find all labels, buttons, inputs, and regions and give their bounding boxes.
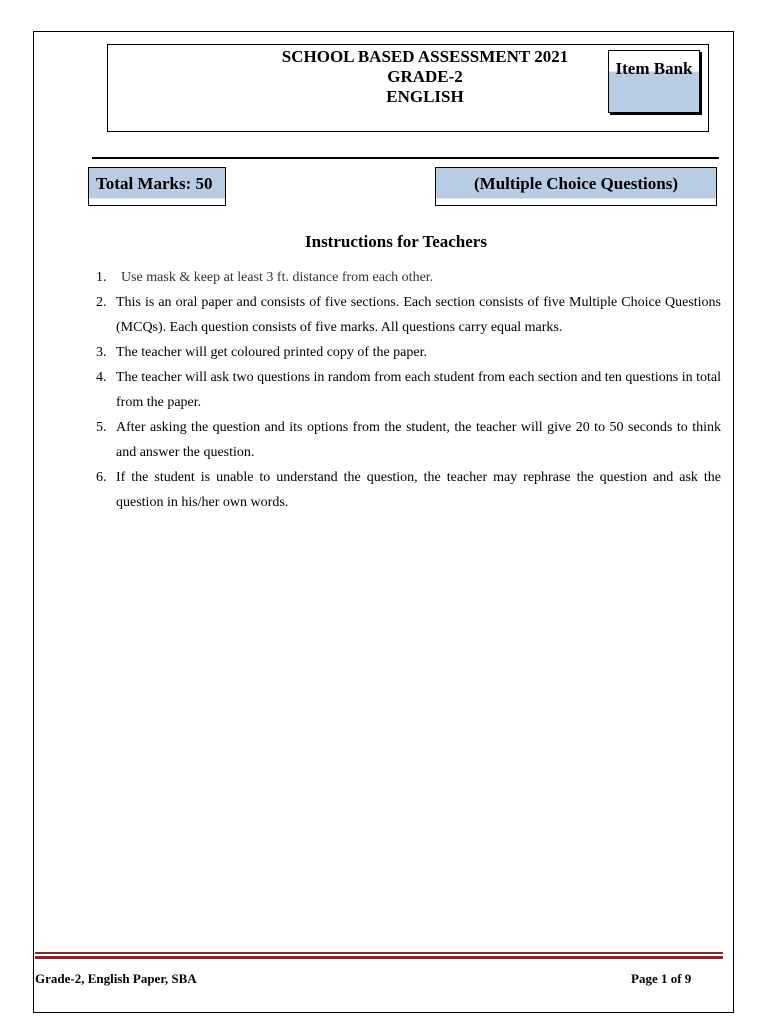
header-rule	[92, 157, 719, 159]
footer-rule-top	[35, 952, 723, 954]
assessment-title: SCHOOL BASED ASSESSMENT 2021	[281, 47, 569, 66]
page-number: Page 1 of 9	[631, 971, 692, 986]
instruction-text: After asking the question and its options from the student, the teacher will give 20 to 50 seconds to think and answer the question.	[116, 420, 721, 460]
instruction-number: 5.	[96, 420, 107, 435]
footer-paper-label: Grade-2, English Paper, SBA	[35, 971, 197, 986]
instructions-list	[96, 265, 721, 515]
item-bank-label: Item Bank	[608, 50, 700, 113]
subject-title: ENGLISH	[386, 87, 464, 106]
instruction-number: 3.	[96, 345, 107, 360]
instruction-text: The teacher will get coloured printed copy of the paper.	[116, 345, 427, 360]
instruction-item	[96, 465, 721, 515]
instruction-text: Use mask & keep at least 3 ft. distance from each other.	[121, 270, 434, 285]
instruction-number: 4.	[96, 370, 107, 385]
instruction-item	[96, 290, 721, 340]
question-type-box: (Multiple Choice Questions)	[435, 167, 717, 206]
instruction-item	[96, 340, 721, 365]
instruction-item	[96, 415, 721, 465]
total-marks-box: Total Marks: 50	[88, 167, 226, 206]
instruction-text: The teacher will ask two questions in random from each student from each section and ten questions in total from the paper.	[116, 370, 721, 410]
instructions-title: Instructions for Teachers	[305, 232, 487, 251]
instruction-item	[96, 365, 721, 415]
instruction-number: 1.	[96, 270, 107, 285]
instruction-item	[96, 265, 721, 290]
grade-title: GRADE-2	[387, 67, 463, 86]
instruction-text: This is an oral paper and consists of five sections. Each section consists of five Multiple Choice Questions (MCQs). Each question consists of five marks. All questions carry equal marks.	[116, 295, 721, 335]
instruction-number: 6.	[96, 470, 107, 485]
instruction-text: If the student is unable to understand the question, the teacher may rephrase the question and ask the question in his/her own words.	[116, 470, 721, 510]
footer-rule-bottom	[35, 956, 723, 959]
instruction-number: 2.	[96, 295, 107, 310]
